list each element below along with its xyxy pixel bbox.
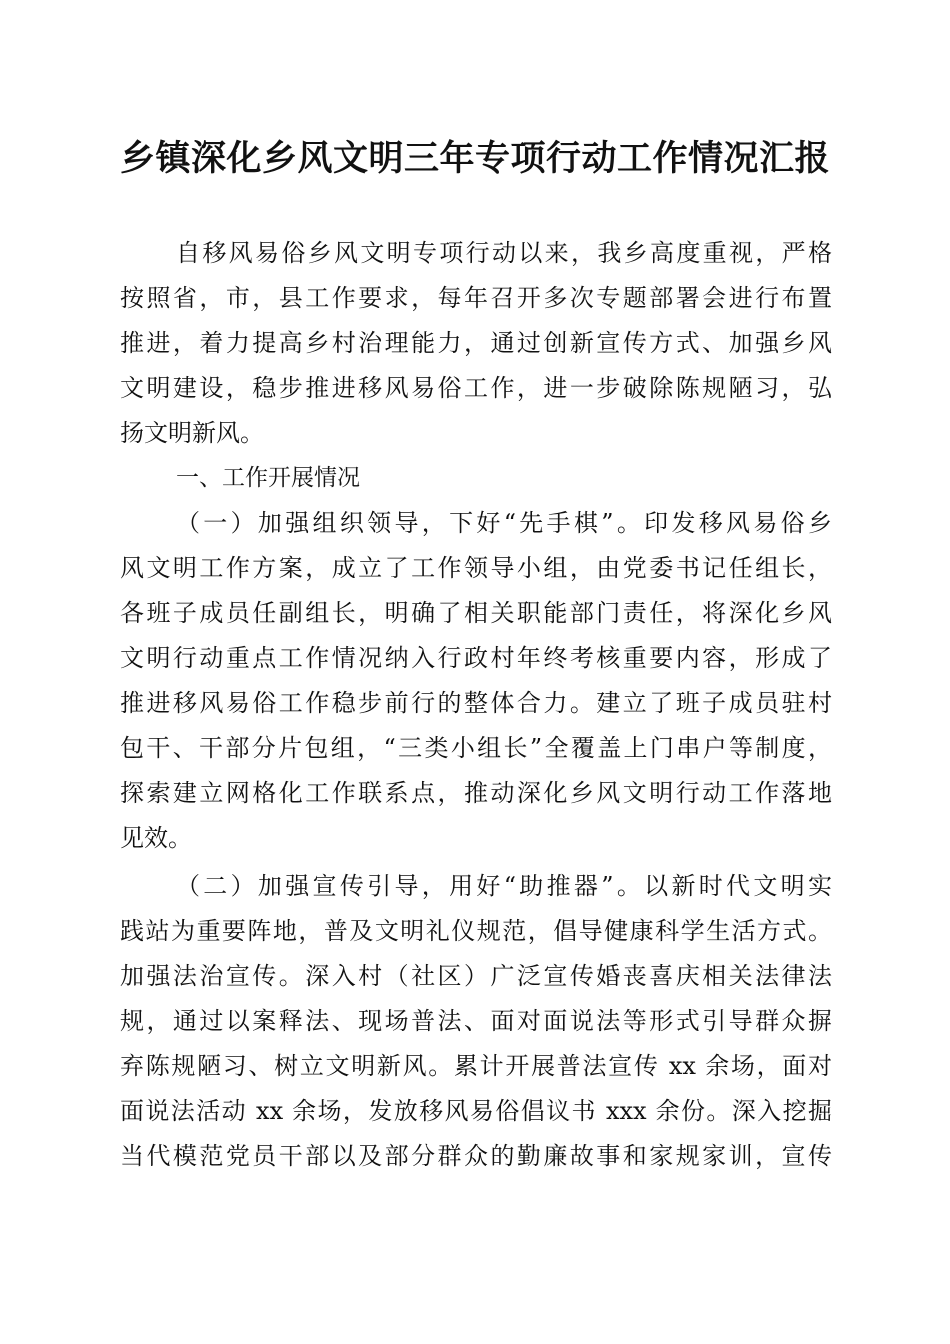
paragraph-line: 探索建立网格化工作联系点，推动深化乡风文明行动工作落地 [120,779,832,807]
document-body [120,231,832,1179]
intro-paragraph [120,231,832,456]
paragraph-line: 践站为重要阵地，普及文明礼仪规范，倡导健康科学生活方式。 [120,917,832,945]
paragraph-line: 规，通过以案释法、现场普法、面对面说法等形式引导群众摒 [120,1007,832,1035]
paragraph-line: 各班子成员任副组长，明确了相关职能部门责任，将深化乡风 [120,599,832,627]
subsection-2-paragraph [120,864,832,1179]
paragraph-line: 自移风易俗乡风文明专项行动以来，我乡高度重视，严格 [176,239,832,267]
paragraph-line: 推进移风易俗工作稳步前行的整体合力。建立了班子成员驻村 [120,689,832,717]
paragraph-line: 面说法活动 xx 余场，发放移风易俗倡议书 xxx 余份。深入挖掘 [120,1097,832,1125]
document-title: 乡镇深化乡风文明三年专项行动工作情况汇报 [119,138,830,179]
section-heading: 一、工作开展情况 [176,465,360,491]
paragraph-line: 风文明工作方案，成立了工作领导小组，由党委书记任组长， [120,554,832,582]
paragraph-line: 推进，着力提高乡村治理能力，通过创新宣传方式、加强乡风 [120,329,832,357]
paragraph-line: 包干、干部分片包组，“三类小组长”全覆盖上门串户等制度， [120,734,832,762]
paragraph-line: 按照省，市，县工作要求，每年召开多次专题部署会进行布置 [120,284,832,312]
paragraph-line: 当代模范党员干部以及部分群众的勤廉故事和家规家训，宣传 [120,1142,832,1170]
paragraph-line: 见效。 [120,824,192,852]
paragraph-line: 文明行动重点工作情况纳入行政村年终考核重要内容，形成了 [120,644,832,672]
paragraph-line: 文明建设，稳步推进移风易俗工作，进一步破除陈规陋习，弘 [120,374,832,402]
paragraph-line: 弃陈规陋习、树立文明新风。累计开展普法宣传 xx 余场，面对 [120,1052,832,1080]
paragraph-line: 加强法治宣传。深入村（社区）广泛宣传婚丧喜庆相关法律法 [120,962,832,990]
paragraph-line: （二）加强宣传引导，用好“助推器”。以新时代文明实 [176,872,832,900]
subsection-1-paragraph [120,501,832,861]
paragraph-line: 扬文明新风。 [120,419,264,447]
paragraph-line: （一）加强组织领导，下好“先手棋”。印发移风易俗乡 [176,509,832,537]
